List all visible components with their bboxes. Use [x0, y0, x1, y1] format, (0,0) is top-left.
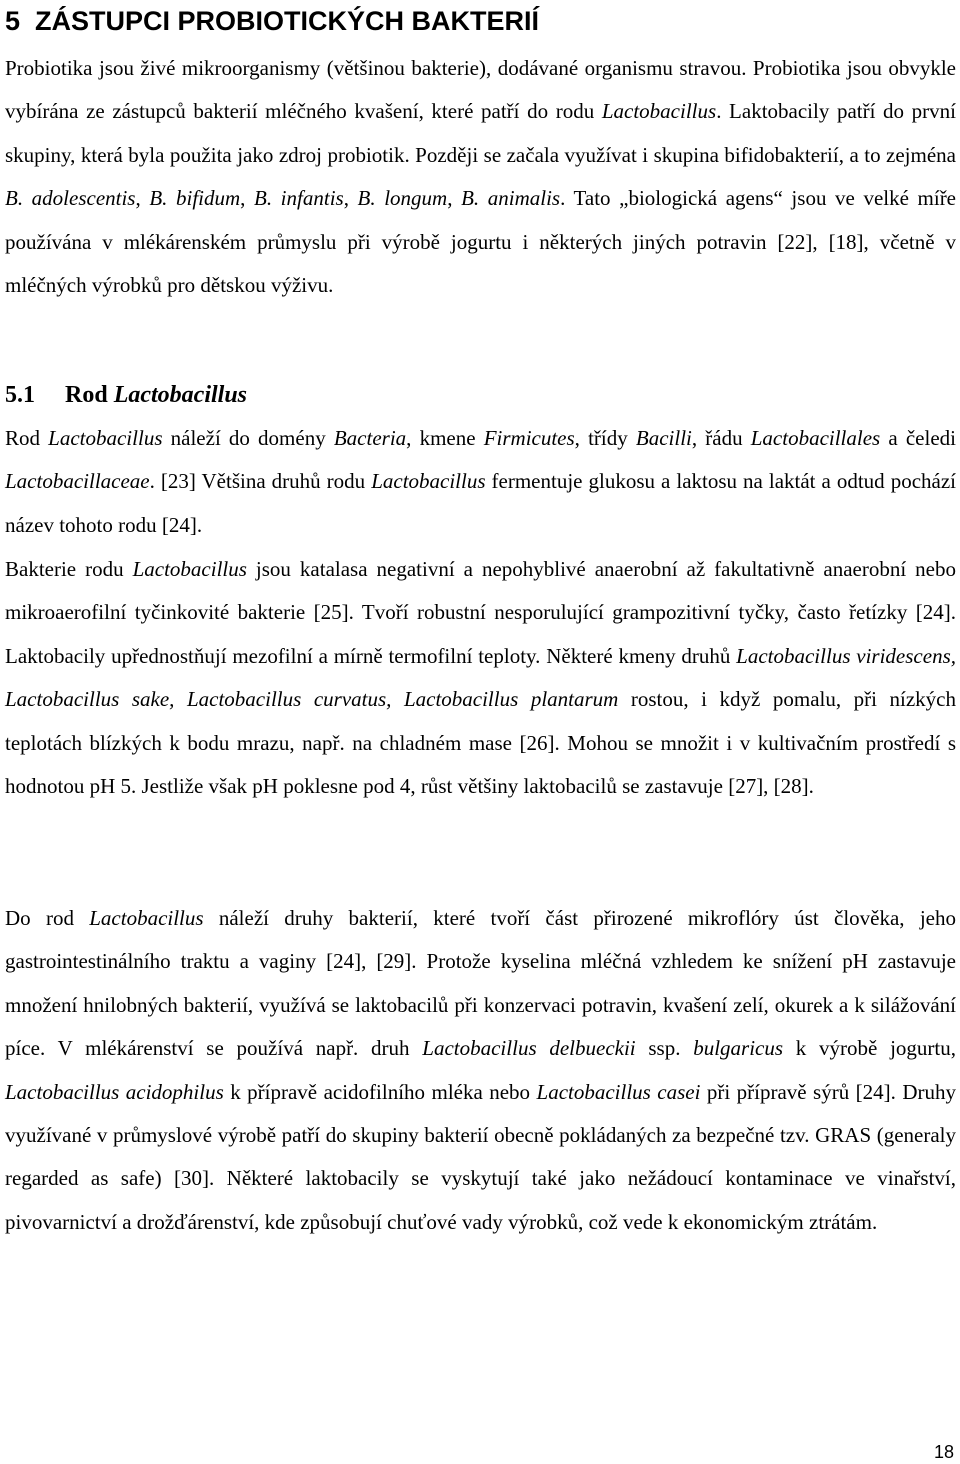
chapter-title: ZÁSTUPCI PROBIOTICKÝCH BAKTERIÍ — [35, 6, 540, 36]
italic-term: Lactobacillus viridescens, Lactobacillus sake, Lactobacillus curvatus, Lactobacillus plantarum — [5, 643, 956, 712]
italic-term: B. infantis — [254, 186, 344, 211]
italic-term: Firmicutes — [483, 426, 575, 450]
section-label: Rod — [65, 382, 108, 408]
text-run: Rod — [5, 426, 49, 450]
italic-term: Lactobacillales — [750, 426, 881, 450]
italic-term: Lactobacillaceae — [5, 469, 150, 494]
text-run: k přípravě acidofilního mléka nebo — [223, 1079, 537, 1104]
italic-term: Lactobacillus — [89, 906, 204, 930]
text-run: . [23] Většina druhů rodu — [149, 469, 372, 494]
text-run: jsou katalasa negativní a nepohyblivé anaerobní až fakultativně anaerobní nebo mikroaerofilní tyčinkovité bakterie [25]. Tvoří robustní nesporulující grampozitivní tyčky, často řetízky [24]. Laktobacily upřednostňují mezofilní a mírně termofilní teploty. Některé kmeny druhů — [5, 557, 956, 668]
italic-term: Lactobacillus — [601, 99, 717, 124]
italic-term: Lactobacillus — [48, 426, 163, 450]
italic-term: Lactobacillus — [132, 557, 247, 581]
paragraph-usage — [5, 897, 956, 1244]
section-heading — [5, 378, 247, 412]
text-run: při přípravě sýrů [24]. Druhy využívané v průmyslové výrobě patří do skupiny bakterií obecně pokládaných za bezpečné tzv. GRAS (generaly regarded as safe) [30]. Některé laktobacily se vyskytují také jako nežádoucí kontaminace ve vinařství, pivovarnictví a drožďárenství, kde způsobují chuťové vady výrobků, což vede k ekonomickým ztrátám. — [5, 1079, 956, 1234]
text-run: , — [343, 186, 358, 211]
text-run: , kmene — [406, 426, 484, 450]
text-run: . Tato „biologická agens“ jsou ve velké míře používána v mlékárenském průmyslu při výrobě jogurtu i některých jiných potravin [22], [18], včetně v mléčných výrobků pro dětskou výživu. — [5, 186, 957, 298]
text-run: , — [447, 186, 462, 211]
italic-term: Lactobacillus casei — [536, 1079, 701, 1104]
italic-term: Bacilli — [635, 426, 692, 450]
text-run: Probiotika jsou živé mikroorganismy (většinou bakterie), dodávané organismu stravou. Probiotika jsou obvykle vybírána ze zástupců bakterií mléčného kvašení, které patří do rodu — [5, 56, 956, 124]
italic-term: B. bifidum — [149, 186, 241, 211]
italic-term: B. adolescentis — [5, 186, 136, 211]
text-run: rostou, i když pomalu, při nízkých teplotách blízkých k bodu mrazu, např. na chladném mase [26]. Mohou se množit i v kultivačním prostředí s hodnotou pH 5. Jestliže však pH poklesne pod 4, růst většiny laktobacilů se zastavuje [27], [28]. — [5, 687, 956, 799]
italic-term: Lactobacillus — [371, 469, 486, 494]
text-run: fermentuje glukosu a laktosu na laktát a odtud pochází název tohoto rodu [24]. — [5, 469, 956, 537]
section-genus: Lactobacillus — [113, 382, 248, 408]
text-run: a čeledi — [880, 426, 956, 450]
italic-term: bulgaricus — [693, 1036, 784, 1061]
paragraph-characteristics — [5, 548, 956, 808]
text-run: , — [135, 186, 150, 211]
section-number: 5.1 — [5, 382, 35, 408]
italic-term: Lactobacillus delbueckii — [422, 1036, 636, 1061]
text-run: ssp. — [635, 1036, 694, 1061]
text-run: Do rod — [5, 906, 90, 930]
text-run: . Laktobacily patří do první skupiny, která byla použita jako zdroj probiotik. Později se začala využívat i skupina bifidobakterií, a to zejména — [5, 99, 956, 167]
text-run: , řádu — [691, 426, 751, 450]
italic-term: Lactobacillus acidophilus — [5, 1079, 224, 1104]
text-run: náleží druhy bakterií, které tvoří část přirozené mikroflóry úst člověka, jeho gastrointestinálního traktu a vaginy [24], [29]. Protože kyselina mléčná vzhledem ke snížení pH zastavuje množení hnilobných bakterií, využívá se laktobacilů při konzervaci potravin, kvašení zelí, okurek a k silážování píce. V mlékárenství se používá např. druh — [5, 906, 956, 1061]
chapter-heading — [5, 4, 539, 38]
paragraph-taxonomy — [5, 417, 956, 547]
text-run: náleží do domény — [162, 426, 334, 450]
text-run: Bakterie rodu — [5, 557, 133, 581]
italic-term: B. animalis — [461, 186, 561, 211]
italic-term: B. longum — [357, 186, 448, 211]
italic-term: Bacteria — [333, 426, 407, 450]
text-run: , třídy — [574, 426, 636, 450]
text-run: , — [240, 186, 255, 211]
page-number: 18 — [933, 1442, 954, 1462]
paragraph-intro — [5, 47, 956, 307]
chapter-number: 5 — [5, 6, 21, 36]
text-run: k výrobě jogurtu, — [783, 1036, 956, 1061]
